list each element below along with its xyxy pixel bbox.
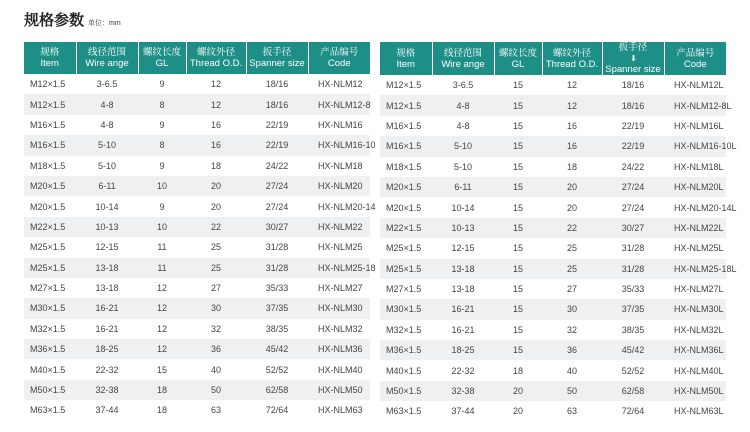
cell-thread-od: 16 <box>542 136 602 156</box>
cell-spanner-size: 18/16 <box>246 94 308 114</box>
cell-gl: 18 <box>138 400 186 420</box>
cell-code: HX-NLM40 <box>308 359 370 379</box>
cell-gl: 15 <box>494 340 542 360</box>
cell-thread-od: 63 <box>186 400 246 420</box>
table-row <box>380 360 726 380</box>
cell-item: M40×1.5 <box>380 360 432 380</box>
cell-item: M20×1.5 <box>24 176 76 196</box>
spec-table-right <box>380 42 737 422</box>
cell-gl: 15 <box>494 95 542 115</box>
cell-spanner-size: 18/16 <box>602 95 664 115</box>
cell-wire-range: 16-21 <box>76 319 138 339</box>
cell-item: M63×1.5 <box>24 400 76 420</box>
cell-item: M12×1.5 <box>380 95 432 115</box>
cell-gl: 15 <box>494 218 542 238</box>
cell-item: M12×1.5 <box>24 74 76 94</box>
cell-gl: 15 <box>494 197 542 217</box>
cell-thread-od: 12 <box>186 74 246 94</box>
table-row <box>24 217 370 237</box>
cell-thread-od: 25 <box>542 238 602 258</box>
cell-wire-range: 18-25 <box>432 340 494 360</box>
cell-thread-od: 18 <box>542 157 602 177</box>
cell-spanner-size: 30/27 <box>246 217 308 237</box>
cell-item: M22×1.5 <box>24 217 76 237</box>
table-row <box>24 115 370 135</box>
cell-gl: 15 <box>494 136 542 156</box>
cell-spanner-size: 72/64 <box>246 400 308 420</box>
cell-spanner-size: 35/33 <box>602 279 664 299</box>
cell-thread-od: 16 <box>186 115 246 135</box>
cell-thread-od: 22 <box>542 218 602 238</box>
cell-thread-od: 20 <box>186 196 246 216</box>
cell-spanner-size: 52/52 <box>602 360 664 380</box>
cell-item: M30×1.5 <box>24 298 76 318</box>
table-row <box>380 340 726 360</box>
cell-item: M36×1.5 <box>380 340 432 360</box>
cell-gl: 8 <box>138 135 186 155</box>
table-row <box>380 401 726 421</box>
cell-code: HX-NLM12L <box>664 75 726 95</box>
header-gl: 螺纹长度 GL <box>494 42 542 75</box>
cell-spanner-size: 37/35 <box>246 298 308 318</box>
cell-wire-range: 16-21 <box>432 320 494 340</box>
cell-item: M20×1.5 <box>380 197 432 217</box>
table-row <box>380 75 726 95</box>
cell-spanner-size: 31/28 <box>246 237 308 257</box>
cell-item: M36×1.5 <box>24 339 76 359</box>
cell-gl: 12 <box>138 319 186 339</box>
cell-gl: 15 <box>494 320 542 340</box>
spec-table-left <box>24 42 376 421</box>
cell-spanner-size: 22/19 <box>246 115 308 135</box>
cell-code: HX-NLM20L <box>664 177 726 197</box>
cell-thread-od: 20 <box>186 176 246 196</box>
table-row <box>24 258 370 278</box>
cell-item: M40×1.5 <box>24 359 76 379</box>
cell-wire-range: 13-18 <box>76 258 138 278</box>
table-row <box>24 74 370 94</box>
cell-code: HX-NLM50 <box>308 380 370 400</box>
cell-wire-range: 18-25 <box>76 339 138 359</box>
cell-wire-range: 4-8 <box>432 116 494 136</box>
cell-thread-od: 30 <box>542 299 602 319</box>
table-row <box>24 237 370 257</box>
cell-code: HX-NLM20 <box>308 176 370 196</box>
cell-thread-od: 32 <box>542 320 602 340</box>
cell-code: HX-NLM16-10L <box>664 136 726 156</box>
cell-gl: 12 <box>138 339 186 359</box>
cell-gl: 10 <box>138 217 186 237</box>
title-unit: 单位：mm <box>88 20 121 27</box>
cell-item: M63×1.5 <box>380 401 432 421</box>
table-row <box>24 400 370 420</box>
table-row <box>380 238 726 258</box>
cell-code: HX-NLM18 <box>308 156 370 176</box>
cell-item: M50×1.5 <box>24 380 76 400</box>
cell-spanner-size: 22/19 <box>602 116 664 136</box>
cell-code: HX-NLM40L <box>664 360 726 380</box>
cell-gl: 15 <box>494 259 542 279</box>
cell-item: M25×1.5 <box>24 237 76 257</box>
cell-thread-od: 30 <box>186 298 246 318</box>
cell-item: M20×1.5 <box>380 177 432 197</box>
cell-spanner-size: 72/64 <box>602 401 664 421</box>
cell-wire-range: 22-32 <box>76 359 138 379</box>
table-row <box>24 94 370 114</box>
table-row <box>380 197 726 217</box>
header-item: 规格 Item <box>24 42 76 74</box>
header-wire-range: 线径范围 Wire ange <box>432 42 494 75</box>
cell-thread-od: 16 <box>186 135 246 155</box>
cell-item: M32×1.5 <box>380 320 432 340</box>
cell-spanner-size: 18/16 <box>246 74 308 94</box>
cell-wire-range: 13-18 <box>432 259 494 279</box>
cell-item: M22×1.5 <box>380 218 432 238</box>
cell-wire-range: 5-10 <box>76 135 138 155</box>
cell-gl: 11 <box>138 237 186 257</box>
cell-code: HX-NLM27L <box>664 279 726 299</box>
cell-item: M32×1.5 <box>24 319 76 339</box>
cell-spanner-size: 31/28 <box>246 258 308 278</box>
table-row <box>380 157 726 177</box>
cell-thread-od: 20 <box>542 177 602 197</box>
cell-item: M16×1.5 <box>380 116 432 136</box>
cell-gl: 15 <box>494 75 542 95</box>
cell-spanner-size: 62/58 <box>602 381 664 401</box>
cell-item: M12×1.5 <box>24 94 76 114</box>
cell-item: M25×1.5 <box>380 259 432 279</box>
cell-wire-range: 5-10 <box>432 157 494 177</box>
cell-spanner-size: 22/19 <box>246 135 308 155</box>
cell-gl: 18 <box>494 360 542 380</box>
cell-code: HX-NLM30 <box>308 298 370 318</box>
cell-wire-range: 10-14 <box>76 196 138 216</box>
cell-code: HX-NLM16-10 <box>308 135 370 155</box>
cell-spanner-size: 35/33 <box>246 278 308 298</box>
cell-code: HX-NLM18L <box>664 157 726 177</box>
cell-spanner-size: 62/58 <box>246 380 308 400</box>
cell-thread-od: 18 <box>186 156 246 176</box>
cell-item: M20×1.5 <box>24 196 76 216</box>
table-row <box>380 136 726 156</box>
cell-spanner-size: 45/42 <box>602 340 664 360</box>
cell-wire-range: 16-21 <box>76 298 138 318</box>
header-item: 规格 Item <box>380 42 432 75</box>
cell-code: HX-NLM30L <box>664 299 726 319</box>
cell-wire-range: 3-6.5 <box>76 74 138 94</box>
cell-gl: 12 <box>138 298 186 318</box>
spec-table-right-header <box>380 42 726 75</box>
table-row <box>380 177 726 197</box>
cell-code: HX-NLM50L <box>664 381 726 401</box>
page-title <box>24 9 121 30</box>
cell-thread-od: 63 <box>542 401 602 421</box>
cell-spanner-size: 18/16 <box>602 75 664 95</box>
cell-item: M25×1.5 <box>24 258 76 278</box>
spec-table-left-header <box>24 42 370 74</box>
table-row <box>24 380 370 400</box>
table-row <box>380 259 726 279</box>
cell-thread-od: 22 <box>186 217 246 237</box>
cell-gl: 15 <box>494 157 542 177</box>
cell-wire-range: 10-13 <box>76 217 138 237</box>
table-row <box>24 339 370 359</box>
header-spanner-size: 扳手径 Spanner size <box>246 42 308 74</box>
cell-item: M16×1.5 <box>24 115 76 135</box>
cell-wire-range: 6-11 <box>76 176 138 196</box>
cell-thread-od: 50 <box>542 381 602 401</box>
cell-wire-range: 10-14 <box>432 197 494 217</box>
cell-wire-range: 6-11 <box>432 177 494 197</box>
cell-thread-od: 32 <box>186 319 246 339</box>
cell-wire-range: 16-21 <box>432 299 494 319</box>
table-row <box>24 196 370 216</box>
cell-thread-od: 25 <box>542 259 602 279</box>
cell-wire-range: 5-10 <box>76 156 138 176</box>
cell-item: M16×1.5 <box>380 136 432 156</box>
cell-code: HX-NLM63L <box>664 401 726 421</box>
header-thread-od: 螺纹外径 Thread O.D. <box>186 42 246 74</box>
table-row <box>24 135 370 155</box>
cell-thread-od: 50 <box>186 380 246 400</box>
table-row <box>380 279 726 299</box>
table-row <box>24 359 370 379</box>
cell-item: M30×1.5 <box>380 299 432 319</box>
cell-item: M25×1.5 <box>380 238 432 258</box>
cell-wire-range: 32-38 <box>432 381 494 401</box>
cell-wire-range: 12-15 <box>432 238 494 258</box>
table-row <box>24 298 370 318</box>
cell-item: M18×1.5 <box>24 156 76 176</box>
cell-gl: 15 <box>494 279 542 299</box>
cell-code: HX-NLM12 <box>308 74 370 94</box>
header-code: 产品编号 Code <box>308 42 370 74</box>
header-gl: 螺纹长度 GL <box>138 42 186 74</box>
cell-thread-od: 27 <box>186 278 246 298</box>
cell-code: HX-NLM63 <box>308 400 370 420</box>
cell-wire-range: 10-13 <box>432 218 494 238</box>
header-wire-range: 线径范围 Wire ange <box>76 42 138 74</box>
cell-gl: 15 <box>494 177 542 197</box>
cell-wire-range: 37-44 <box>432 401 494 421</box>
cell-item: M12×1.5 <box>380 75 432 95</box>
cell-gl: 9 <box>138 156 186 176</box>
cell-spanner-size: 31/28 <box>602 259 664 279</box>
cell-code: HX-NLM32L <box>664 320 726 340</box>
table-row <box>24 176 370 196</box>
spec-table-right-body <box>380 75 737 422</box>
cell-gl: 15 <box>138 359 186 379</box>
cell-gl: 9 <box>138 74 186 94</box>
cell-spanner-size: 37/35 <box>602 299 664 319</box>
cell-code: HX-NLM20-14L <box>664 197 726 217</box>
cell-code: HX-NLM22 <box>308 217 370 237</box>
table-row <box>24 156 370 176</box>
cell-thread-od: 25 <box>186 258 246 278</box>
cell-wire-range: 3-6.5 <box>432 75 494 95</box>
cell-gl: 15 <box>494 116 542 136</box>
cell-code: HX-NLM22L <box>664 218 726 238</box>
cell-wire-range: 12-15 <box>76 237 138 257</box>
cell-wire-range: 4-8 <box>76 115 138 135</box>
cell-gl: 20 <box>494 401 542 421</box>
table-row <box>380 299 726 319</box>
cell-thread-od: 36 <box>186 339 246 359</box>
cell-gl: 18 <box>138 380 186 400</box>
table-row <box>380 218 726 238</box>
cell-thread-od: 27 <box>542 279 602 299</box>
cell-spanner-size: 27/24 <box>602 197 664 217</box>
cell-spanner-size: 22/19 <box>602 136 664 156</box>
cell-item: M27×1.5 <box>24 278 76 298</box>
header-thread-od: 螺纹外径 Thread O.D. <box>542 42 602 75</box>
cell-code: HX-NLM25-18 <box>308 258 370 278</box>
cell-thread-od: 20 <box>542 197 602 217</box>
cell-thread-od: 12 <box>186 94 246 114</box>
cell-wire-range: 4-8 <box>432 95 494 115</box>
cell-thread-od: 12 <box>542 75 602 95</box>
cell-code: HX-NLM25-18L <box>664 259 726 279</box>
table-row <box>380 95 726 115</box>
cell-spanner-size: 27/24 <box>246 176 308 196</box>
cell-wire-range: 4-8 <box>76 94 138 114</box>
cell-code: HX-NLM32 <box>308 319 370 339</box>
title-main: 规格参数 <box>24 12 85 29</box>
cell-spanner-size: 24/22 <box>602 157 664 177</box>
cell-code: HX-NLM20-14 <box>308 196 370 216</box>
cell-item: M27×1.5 <box>380 279 432 299</box>
cell-code: HX-NLM27 <box>308 278 370 298</box>
cell-spanner-size: 30/27 <box>602 218 664 238</box>
cell-code: HX-NLM12-8L <box>664 95 726 115</box>
table-row <box>380 381 726 401</box>
cell-wire-range: 13-18 <box>432 279 494 299</box>
cell-gl: 15 <box>494 299 542 319</box>
cell-spanner-size: 27/24 <box>602 177 664 197</box>
table-row <box>380 320 726 340</box>
cell-gl: 15 <box>494 238 542 258</box>
cell-code: HX-NLM16 <box>308 115 370 135</box>
cell-gl: 9 <box>138 196 186 216</box>
cell-item: M18×1.5 <box>380 157 432 177</box>
cell-wire-range: 22-32 <box>432 360 494 380</box>
cell-thread-od: 12 <box>542 95 602 115</box>
cell-gl: 9 <box>138 115 186 135</box>
spec-table-left-body <box>24 74 376 421</box>
cell-code: HX-NLM36L <box>664 340 726 360</box>
cell-code: HX-NLM25L <box>664 238 726 258</box>
cell-spanner-size: 52/52 <box>246 359 308 379</box>
cell-spanner-size: 27/24 <box>246 196 308 216</box>
cell-gl: 12 <box>138 278 186 298</box>
cell-gl: 10 <box>138 176 186 196</box>
cell-thread-od: 25 <box>186 237 246 257</box>
table-row <box>24 319 370 339</box>
cell-thread-od: 16 <box>542 116 602 136</box>
header-code: 产品编号 Code <box>664 42 726 75</box>
cell-spanner-size: 38/35 <box>246 319 308 339</box>
cell-thread-od: 40 <box>542 360 602 380</box>
cell-code: HX-NLM12-8 <box>308 94 370 114</box>
cell-gl: 20 <box>494 381 542 401</box>
cell-thread-od: 36 <box>542 340 602 360</box>
cell-spanner-size: 24/22 <box>246 156 308 176</box>
table-row <box>380 116 726 136</box>
cell-wire-range: 32-38 <box>76 380 138 400</box>
cell-wire-range: 5-10 <box>432 136 494 156</box>
cell-wire-range: 13-18 <box>76 278 138 298</box>
cell-thread-od: 40 <box>186 359 246 379</box>
cell-code: HX-NLM16L <box>664 116 726 136</box>
header-spanner-size: 扳手径 ⬇ Spanner size <box>602 42 664 75</box>
cell-code: HX-NLM36 <box>308 339 370 359</box>
cell-spanner-size: 31/28 <box>602 238 664 258</box>
cell-code: HX-NLM25 <box>308 237 370 257</box>
cell-spanner-size: 38/35 <box>602 320 664 340</box>
cell-gl: 11 <box>138 258 186 278</box>
cell-item: M16×1.5 <box>24 135 76 155</box>
cell-gl: 8 <box>138 94 186 114</box>
table-row <box>24 278 370 298</box>
arrow-down-icon: ⬇ <box>630 54 637 63</box>
cell-spanner-size: 45/42 <box>246 339 308 359</box>
cell-item: M50×1.5 <box>380 381 432 401</box>
cell-wire-range: 37-44 <box>76 400 138 420</box>
